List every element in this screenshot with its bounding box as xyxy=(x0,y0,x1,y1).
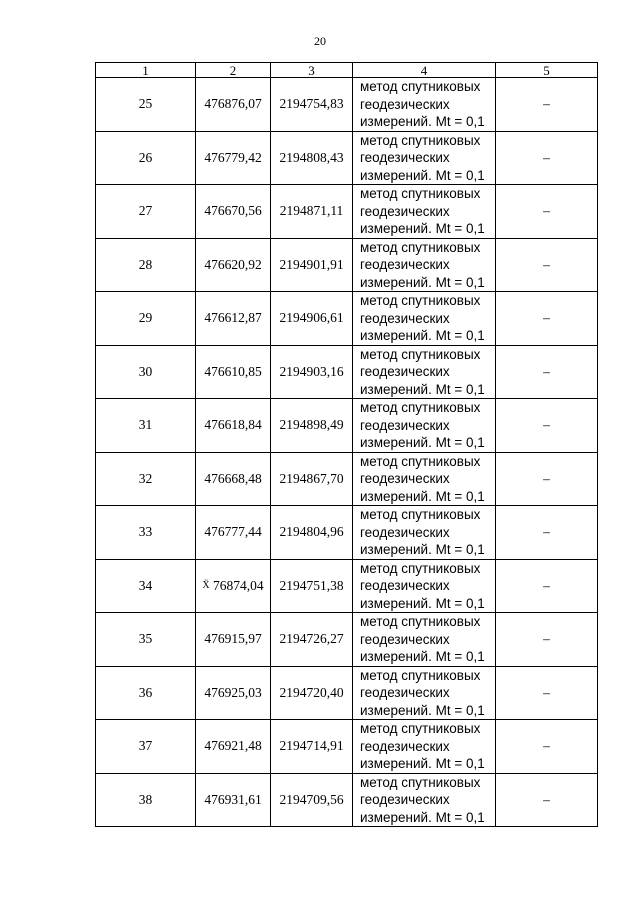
x-coordinate: 476925,03 xyxy=(196,666,271,720)
point-number: 32 xyxy=(96,452,196,506)
point-number: 34 xyxy=(96,559,196,613)
method-line-1: метод спутниковых xyxy=(360,132,481,148)
method-line-1: метод спутниковых xyxy=(360,186,481,201)
method-line-2: геодезических xyxy=(360,578,450,593)
method-line-3: измерений. Mt = 0,1 xyxy=(360,488,485,504)
header-col-1: 1 xyxy=(96,63,196,78)
point-number: 26 xyxy=(96,131,196,185)
x-coordinate: 476915,97 xyxy=(196,613,271,667)
x-coordinate: 476670,56 xyxy=(196,185,271,239)
point-number: 33 xyxy=(96,506,196,560)
method-line-3: измерений. Mt = 0,1 xyxy=(360,274,485,290)
header-row xyxy=(96,63,598,78)
x-coordinate: 476931,61 xyxy=(196,773,271,827)
y-coordinate: 2194867,70 xyxy=(271,452,353,506)
method-cell xyxy=(353,506,496,560)
table-row xyxy=(96,185,598,239)
method-line-2: геодезических xyxy=(360,524,450,540)
method-line-1: метод спутниковых xyxy=(360,614,481,629)
table-row xyxy=(96,613,598,667)
method-line-2: геодезических xyxy=(360,310,450,326)
x-coordinate-value: 76874,0​4 xyxy=(209,578,264,594)
method-line-2: геодезических xyxy=(360,364,450,379)
y-coordinate: 2194804,96 xyxy=(271,506,353,560)
point-number: 25 xyxy=(96,78,196,132)
method-cell xyxy=(353,131,496,185)
method-line-3: измерений. Mt = 0,1 xyxy=(360,114,485,129)
header-col-4: 4 xyxy=(353,63,496,78)
table-row xyxy=(96,720,598,774)
table-row xyxy=(96,666,598,720)
table-row xyxy=(96,773,598,827)
table-row xyxy=(96,131,598,185)
table-row xyxy=(96,78,598,132)
point-number: 31 xyxy=(96,399,196,453)
y-coordinate: 2194906,61 xyxy=(271,292,353,346)
point-number: 30 xyxy=(96,345,196,399)
method-cell xyxy=(353,345,496,399)
method-cell xyxy=(353,238,496,292)
scan-artifact-mark: Ẍ xyxy=(202,580,210,592)
method-line-2: геодезических xyxy=(360,471,450,486)
method-line-1: метод спутниковых xyxy=(360,507,481,522)
y-coordinate: 2194709,56 xyxy=(271,773,353,827)
method-line-1: метод спутниковых xyxy=(360,774,481,790)
method-line-1: метод спутниковых xyxy=(360,721,481,736)
table-row xyxy=(96,506,598,560)
y-coordinate: 2194901,91 xyxy=(271,238,353,292)
table-row xyxy=(96,559,598,613)
x-coordinate: 476618,84 xyxy=(196,399,271,453)
x-coordinate xyxy=(196,559,271,613)
method-line-3: измерений. Mt = 0,1 xyxy=(360,702,485,718)
method-line-1: метод спутниковых xyxy=(360,239,481,255)
header-col-5: 5 xyxy=(496,63,598,78)
value-dash: – xyxy=(496,292,598,346)
table-header xyxy=(96,63,598,78)
point-number: 37 xyxy=(96,720,196,774)
method-line-2: геодезических xyxy=(360,685,450,700)
method-line-3: измерений. Mt = 0,1 xyxy=(360,542,485,557)
point-number: 36 xyxy=(96,666,196,720)
method-line-3: измерений. Mt = 0,1 xyxy=(360,381,485,397)
method-line-1: метод спутниковых xyxy=(360,293,481,308)
point-number: 27 xyxy=(96,185,196,239)
point-number: 35 xyxy=(96,613,196,667)
method-line-3: измерений. Mt = 0,1 xyxy=(360,221,485,236)
method-line-2: геодезических xyxy=(360,257,450,272)
method-line-3: измерений. Mt = 0,1 xyxy=(360,809,485,825)
y-coordinate: 2194720,40 xyxy=(271,666,353,720)
value-dash: – xyxy=(496,185,598,239)
value-dash: – xyxy=(496,452,598,506)
method-cell xyxy=(353,185,496,239)
x-coordinate: 476921,48 xyxy=(196,720,271,774)
value-dash: – xyxy=(496,506,598,560)
x-coordinate: 476612,87 xyxy=(196,292,271,346)
method-line-3: измерений. Mt = 0,1 xyxy=(360,167,485,183)
table-row xyxy=(96,345,598,399)
method-cell xyxy=(353,292,496,346)
method-cell xyxy=(353,666,496,720)
value-dash: – xyxy=(496,399,598,453)
table-row xyxy=(96,238,598,292)
method-line-3: измерений. Mt = 0,1 xyxy=(360,756,485,771)
method-line-1: метод спутниковых xyxy=(360,346,481,362)
table-body xyxy=(96,78,598,827)
method-line-2: геодезических xyxy=(360,792,450,807)
method-line-2: геодезических xyxy=(360,96,450,112)
point-number: 29 xyxy=(96,292,196,346)
method-cell xyxy=(353,452,496,506)
header-col-3: 3 xyxy=(271,63,353,78)
method-line-2: геодезических xyxy=(360,417,450,433)
method-line-3: измерений. Mt = 0,1 xyxy=(360,328,485,343)
method-line-2: геодезических xyxy=(360,631,450,647)
y-coordinate: 2194871,11 xyxy=(271,185,353,239)
value-dash: – xyxy=(496,131,598,185)
method-cell xyxy=(353,559,496,613)
method-line-1: метод спутниковых xyxy=(360,453,481,469)
x-coordinate: 476620,92 xyxy=(196,238,271,292)
table-row xyxy=(96,292,598,346)
y-coordinate: 2194714,91 xyxy=(271,720,353,774)
value-dash: – xyxy=(496,720,598,774)
table-row xyxy=(96,452,598,506)
y-coordinate: 2194808,43 xyxy=(271,131,353,185)
point-number: 28 xyxy=(96,238,196,292)
x-coordinate: 476876,07 xyxy=(196,78,271,132)
method-line-1: метод спутниковых xyxy=(360,560,481,576)
value-dash: – xyxy=(496,666,598,720)
value-dash: – xyxy=(496,613,598,667)
y-coordinate: 2194898,49 xyxy=(271,399,353,453)
header-col-2: 2 xyxy=(196,63,271,78)
value-dash: – xyxy=(496,78,598,132)
method-cell xyxy=(353,773,496,827)
method-line-2: геодезических xyxy=(360,203,450,219)
method-line-1: метод спутниковых xyxy=(360,79,481,94)
method-line-3: измерений. Mt = 0,1 xyxy=(360,595,485,611)
x-coordinate: 476777,44 xyxy=(196,506,271,560)
coordinates-table xyxy=(95,62,598,827)
point-number: 38 xyxy=(96,773,196,827)
method-line-1: метод спутниковых xyxy=(360,400,481,415)
method-line-2: геодезических xyxy=(360,738,450,754)
y-coordinate: 2194726,27 xyxy=(271,613,353,667)
value-dash: – xyxy=(496,773,598,827)
method-line-3: измерений. Mt = 0,1 xyxy=(360,649,485,664)
x-coordinate: 476779,42 xyxy=(196,131,271,185)
y-coordinate: 2194754,83 xyxy=(271,78,353,132)
method-cell xyxy=(353,720,496,774)
method-cell xyxy=(353,399,496,453)
page-number: 20 xyxy=(314,34,326,48)
method-line-1: метод спутниковых xyxy=(360,667,481,683)
value-dash: – xyxy=(496,238,598,292)
value-dash: – xyxy=(496,559,598,613)
x-coordinate: 476668,48 xyxy=(196,452,271,506)
y-coordinate: 2194903,16 xyxy=(271,345,353,399)
value-dash: – xyxy=(496,345,598,399)
x-coordinate: 476610,85 xyxy=(196,345,271,399)
method-cell xyxy=(353,613,496,667)
method-cell xyxy=(353,78,496,132)
method-line-2: геодезических xyxy=(360,150,450,165)
table-row xyxy=(96,399,598,453)
method-line-3: измерений. Mt = 0,1 xyxy=(360,435,485,450)
y-coordinate: 2194751,38 xyxy=(271,559,353,613)
